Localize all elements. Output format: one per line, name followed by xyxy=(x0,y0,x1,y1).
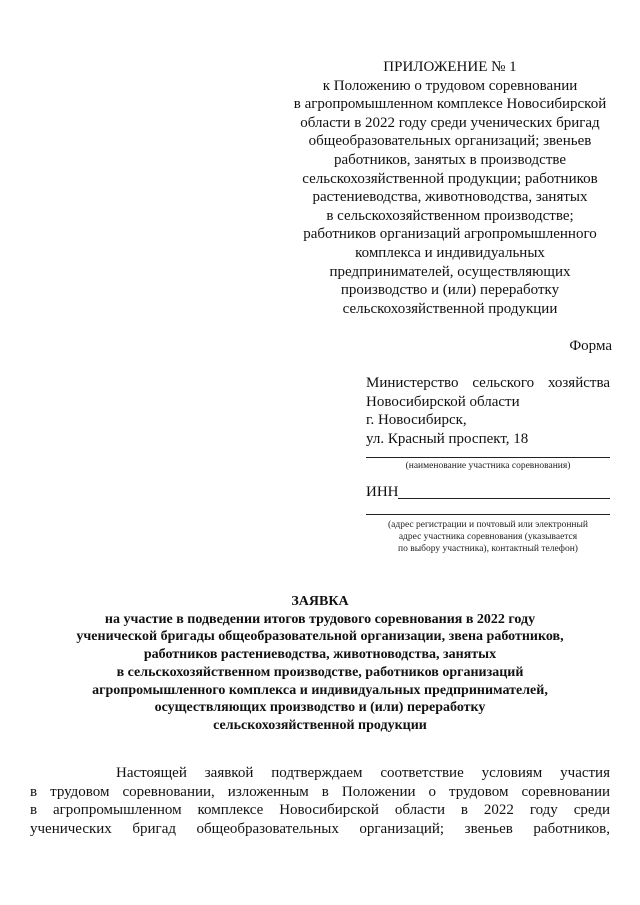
appendix-line: работников организаций агропромышленного xyxy=(303,226,597,243)
body-line: в трудовом соревновании, изложенным в Положении о трудовом соревновании xyxy=(30,783,610,800)
address-line[interactable] xyxy=(366,514,610,515)
appendix-line: растениеводства, животноводства, занятых xyxy=(312,189,588,206)
appendix-line: в сельскохозяйственном производстве; xyxy=(326,207,574,224)
title-line: работников растениеводства, животноводства, занятых xyxy=(143,647,497,663)
address-caption-line: по выбору участника), контактный телефон) xyxy=(398,544,578,554)
recipient-address xyxy=(366,374,610,448)
title-line: агропромышленного комплекса и индивидуальных предпринимателей, xyxy=(92,682,548,698)
title-heading: ЗАЯВКА xyxy=(291,594,349,609)
inn-field-line[interactable] xyxy=(398,498,610,499)
appendix-line: области в 2022 году среди ученических бригад xyxy=(300,114,600,131)
appendix-line: предпринимателей, осуществляющих xyxy=(329,263,571,280)
title-line: ученической бригады общеобразовательной организации, звена работников, xyxy=(76,629,564,645)
title-line: на участие в подведении итогов трудового соревнования в 2022 году xyxy=(104,611,536,627)
participant-name-caption: (наименование участника соревнования) xyxy=(405,461,571,471)
appendix-block xyxy=(280,58,620,318)
appendix-line: сельскохозяйственной продукции; работников xyxy=(302,170,598,187)
address-caption-line: адрес участника соревнования (указывается xyxy=(398,532,578,542)
appendix-line: сельскохозяйственной продукции xyxy=(342,300,558,317)
recipient-line: ул. Красный проспект, 18 xyxy=(366,430,529,447)
appendix-line: работников, занятых в производстве xyxy=(333,151,567,168)
title-line: осуществляющих производство и (или) переработку xyxy=(154,700,486,716)
address-caption xyxy=(366,519,610,555)
appendix-line: комплекса и индивидуальных xyxy=(355,244,545,261)
recipient-line: г. Новосибирск, xyxy=(366,412,467,429)
participant-name-line[interactable] xyxy=(366,457,610,458)
application-title xyxy=(30,593,610,735)
recipient-line: Министерство сельского хозяйства xyxy=(366,375,610,391)
appendix-line: производство и (или) переработку xyxy=(340,282,560,299)
appendix-line: к Положению о трудовом соревновании xyxy=(322,77,578,94)
address-caption-line: (адрес регистрации и почтовый или электронный xyxy=(387,520,588,530)
appendix-line: в агропромышленном комплексе Новосибирской xyxy=(293,96,607,113)
body-paragraph xyxy=(30,764,610,838)
body-line: в агропромышленном комплексе Новосибирской области в 2022 году среди xyxy=(30,802,610,819)
form-label: Форма xyxy=(569,338,612,354)
inn-label: ИНН xyxy=(366,484,399,500)
title-line: сельскохозяйственной продукции xyxy=(213,717,427,733)
title-line: в сельскохозяйственном производстве, работников организаций xyxy=(116,664,524,680)
appendix-line: общеобразовательных организаций; звеньев xyxy=(308,133,592,150)
body-line: Настоящей заявкой подтверждаем соответствие условиям участия xyxy=(116,765,610,781)
recipient-line: Новосибирской области xyxy=(366,393,520,410)
body-line: ученических бригад общеобразовательных организаций; звеньев работников, xyxy=(30,820,610,837)
appendix-heading: ПРИЛОЖЕНИЕ № 1 xyxy=(383,59,517,75)
